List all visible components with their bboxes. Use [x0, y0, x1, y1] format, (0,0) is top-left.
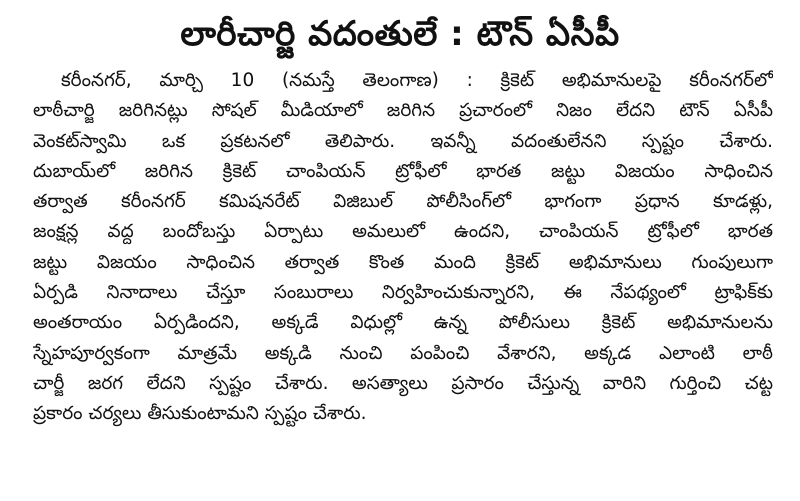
article-body [33, 66, 773, 430]
article-line: దుబాయ్‌లో జరిగిన క్రికెట్ చాంపియన్ ట్రోఫీలో భారత జట్టు విజయం సాధించిన [33, 160, 773, 182]
article-line: తర్వాత కరీంనగర్ కమిషనరేట్ విజిబుల్ పోలీసింగ్‌లో భాగంగా ప్రధాన కూడళ్లు, [33, 191, 773, 213]
article-line: లాఠీచార్జి జరిగినట్లు సోషల్ మీడియాలో జరిగిన ప్రచారంలో నిజం లేదని టౌన్ ఏసీపీ [33, 100, 773, 122]
article-line: జట్టు విజయం సాధించిన తర్వాత కొంత మంది క్రికెట్ అభిమానులు గుంపులుగా [33, 251, 773, 273]
article-line: ఏర్పడి నినాదాలు చేస్తూ సంబురాలు నిర్వహించుకున్నారని, ఈ నేపథ్యంలో ట్రాఫిక్‌కు [33, 282, 773, 304]
article-line: కరీంనగర్, మార్చి 10 (నమస్తే తెలంగాణ) : క్రికెట్ అభిమానులపై కరీంనగర్‌లో [61, 70, 773, 91]
article-line: స్నేహపూర్వకంగా మాత్రమే అక్కడి నుంచి పంపించి వేశారని, అక్కడ ఎలాంటి లాఠీ [33, 342, 773, 364]
article-line: ప్రకారం చర్యలు తీసుకుంటామని స్పష్టం చేశారు. [33, 403, 367, 425]
article-line: వెంకట్‌స్వామి ఒక ప్రకటనలో తెలిపారు. ఇవన్నీ వదంతులేనని స్పష్టం చేశారు. [33, 130, 773, 152]
article-line: జంక్షన్ల వద్ద బందోబస్తు ఏర్పాటు అమలులో ఉందని, చాంపియన్ ట్రోఫీలో భారత [33, 221, 773, 243]
article-headline: లారీచార్జి వదంతులే : టౌన్ ఏసీపీ [180, 14, 620, 54]
article-line: అంతరాయం ఏర్పడిందని, అక్కడే విధుల్లో ఉన్న పోలీసులు క్రికెట్ అభిమానులను [33, 312, 773, 334]
article-line: చార్జీ జరగ లేదని స్పష్టం చేశారు. అసత్యాలు ప్రసారం చేస్తున్న వారిని గుర్తించి చట్ట [33, 372, 773, 394]
